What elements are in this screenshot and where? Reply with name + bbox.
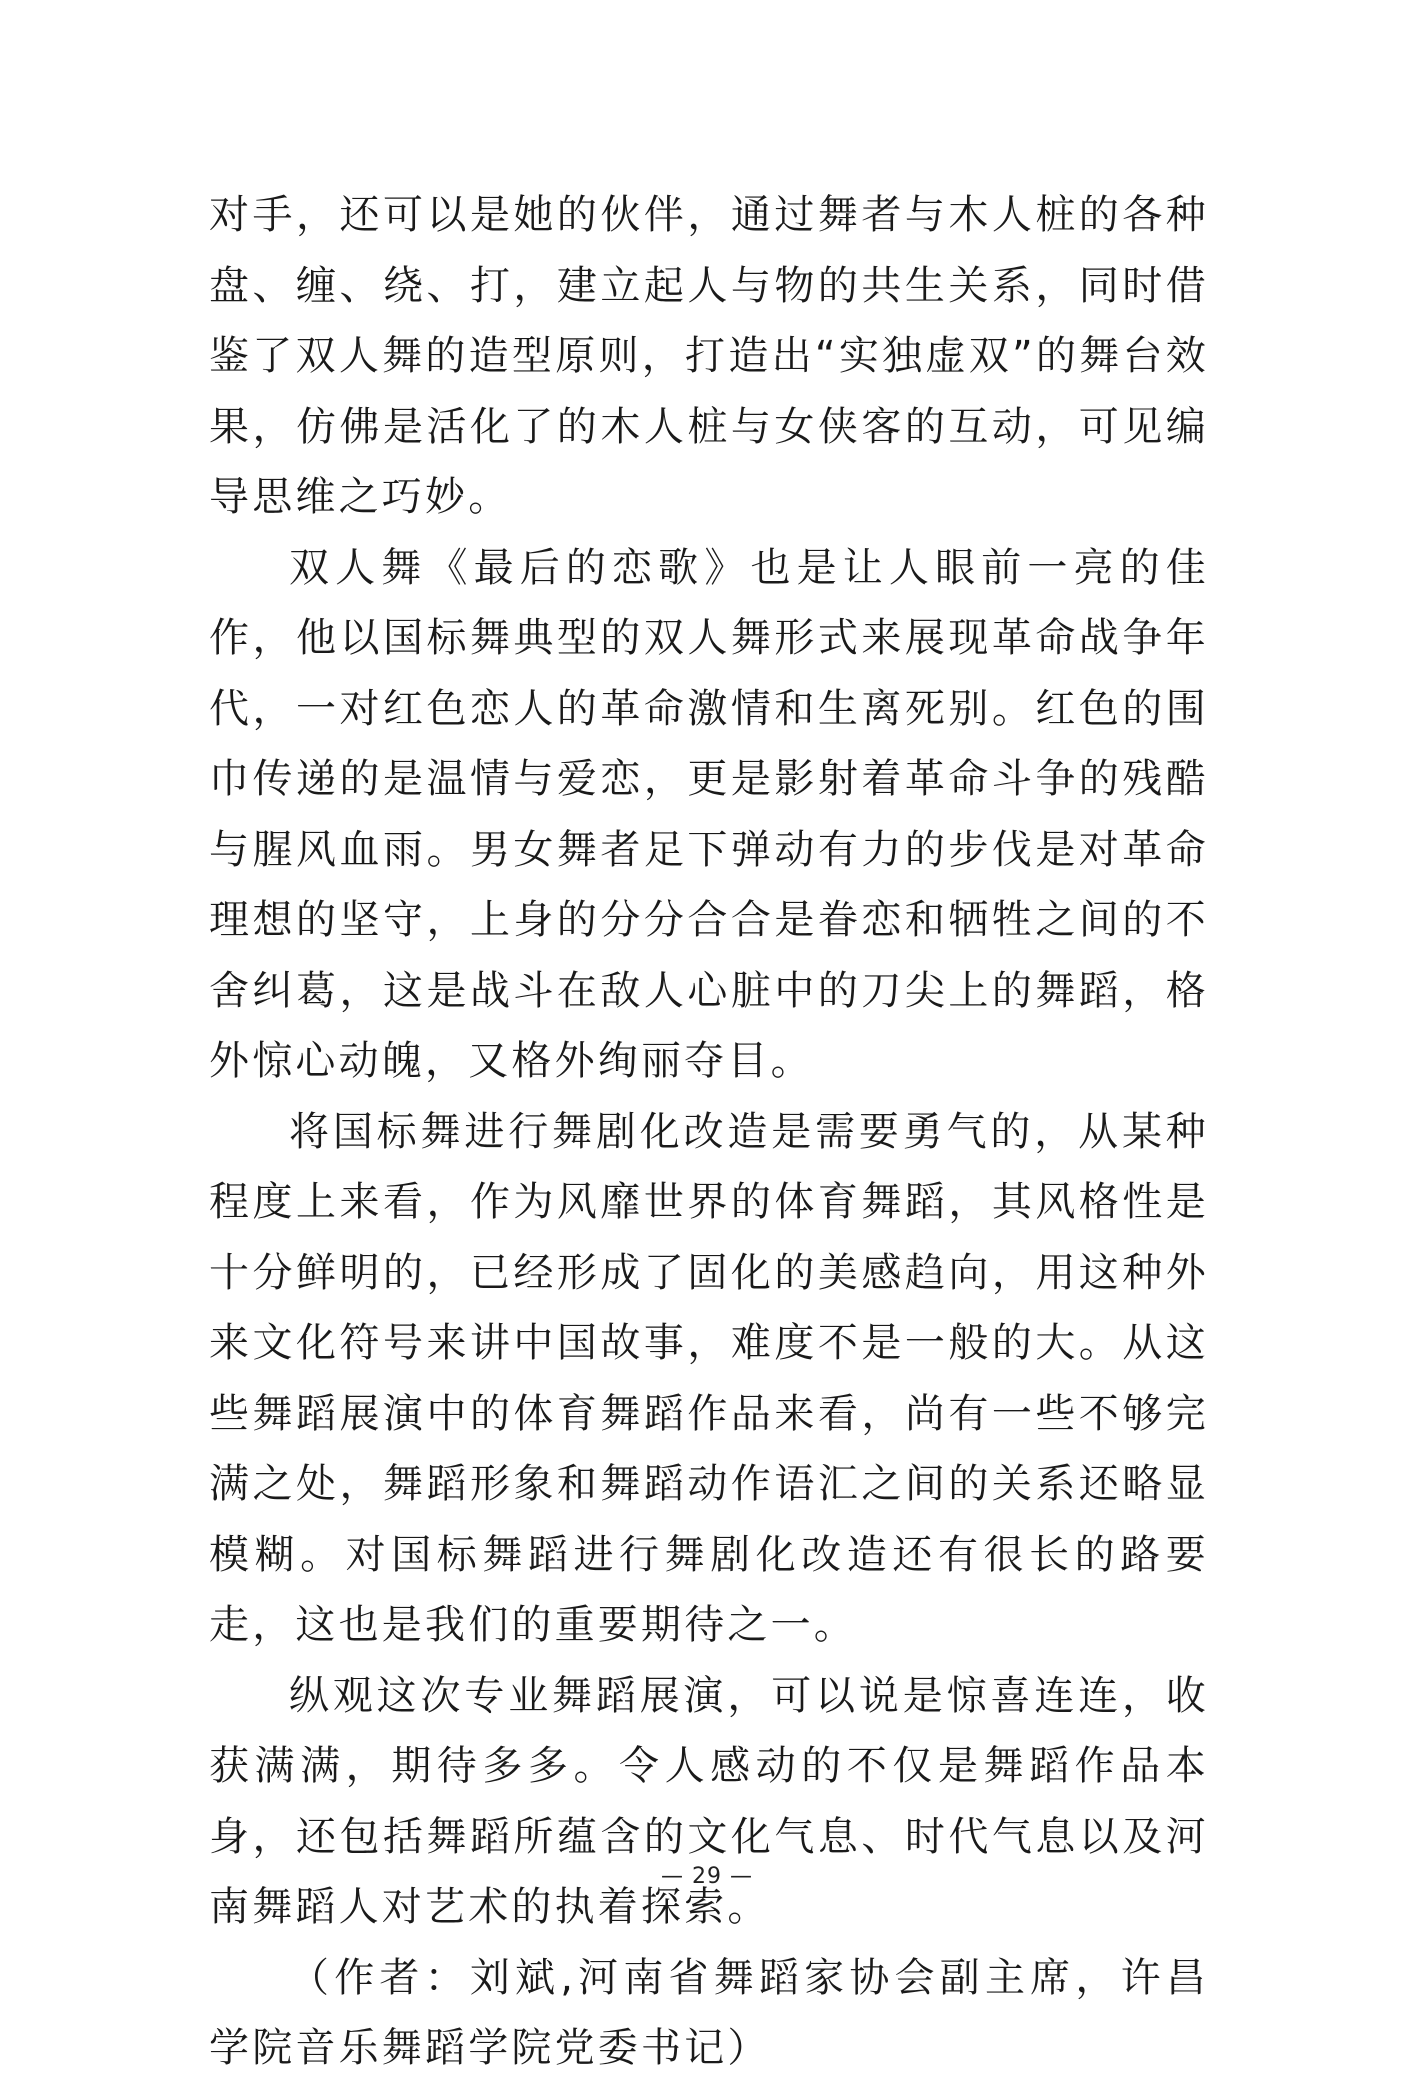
paragraph-continuation: 对手，还可以是她的伙伴，通过舞者与木人桩的各种盘、缠、绕、打，建立起人与物的共生关系，同时借鉴了双人舞的造型原则，打造出“实独虚双”的舞台效果，仿佛是活化了的木人桩与女侠客的互动，可见编导思维之巧妙。 [209,192,1209,520]
paragraph-conclusion: 纵观这次专业舞蹈展演，可以说是惊喜连连，收获满满，期待多多。令人感动的不仅是舞蹈作品本身，还包括舞蹈所蕴含的文化气息、时代气息以及河南舞蹈人对艺术的执着探索。 [209,1672,1209,1930]
page-number: — 29 — [661,1864,753,1889]
paragraph-ballroom-adaptation: 将国标舞进行舞剧化改造是需要勇气的，从某种程度上来看，作为风靡世界的体育舞蹈，其风格性是十分鲜明的，已经形成了固化的美感趋向，用这种外来文化符号来讲中国故事，难度不是一般的大。从这些舞蹈展演中的体育舞蹈作品来看，尚有一些不够完满之处，舞蹈形象和舞蹈动作语汇之间的关系还略显模糊。对国标舞蹈进行舞剧化改造还有很长的路要走，这也是我们的重要期待之一。 [209,1108,1209,1648]
article-body [209,180,1209,2084]
author-note: （作者：刘斌,河南省舞蹈家协会副主席，许昌学院音乐舞蹈学院党委书记） [209,1954,1209,2071]
paragraph-last-love-song: 双人舞《最后的恋歌》也是让人眼前一亮的佳作，他以国标舞典型的双人舞形式来展现革命战争年代，一对红色恋人的革命激情和生离死别。红色的围巾传递的是温情与爱恋，更是影射着革命斗争的残酷与腥风血雨。男女舞者足下弹动有力的步伐是对革命理想的坚守，上身的分分合合是眷恋和牺牲之间的不舍纠葛，这是战斗在敌人心脏中的刀尖上的舞蹈，格外惊心动魄，又格外绚丽夺目。 [209,544,1209,1084]
